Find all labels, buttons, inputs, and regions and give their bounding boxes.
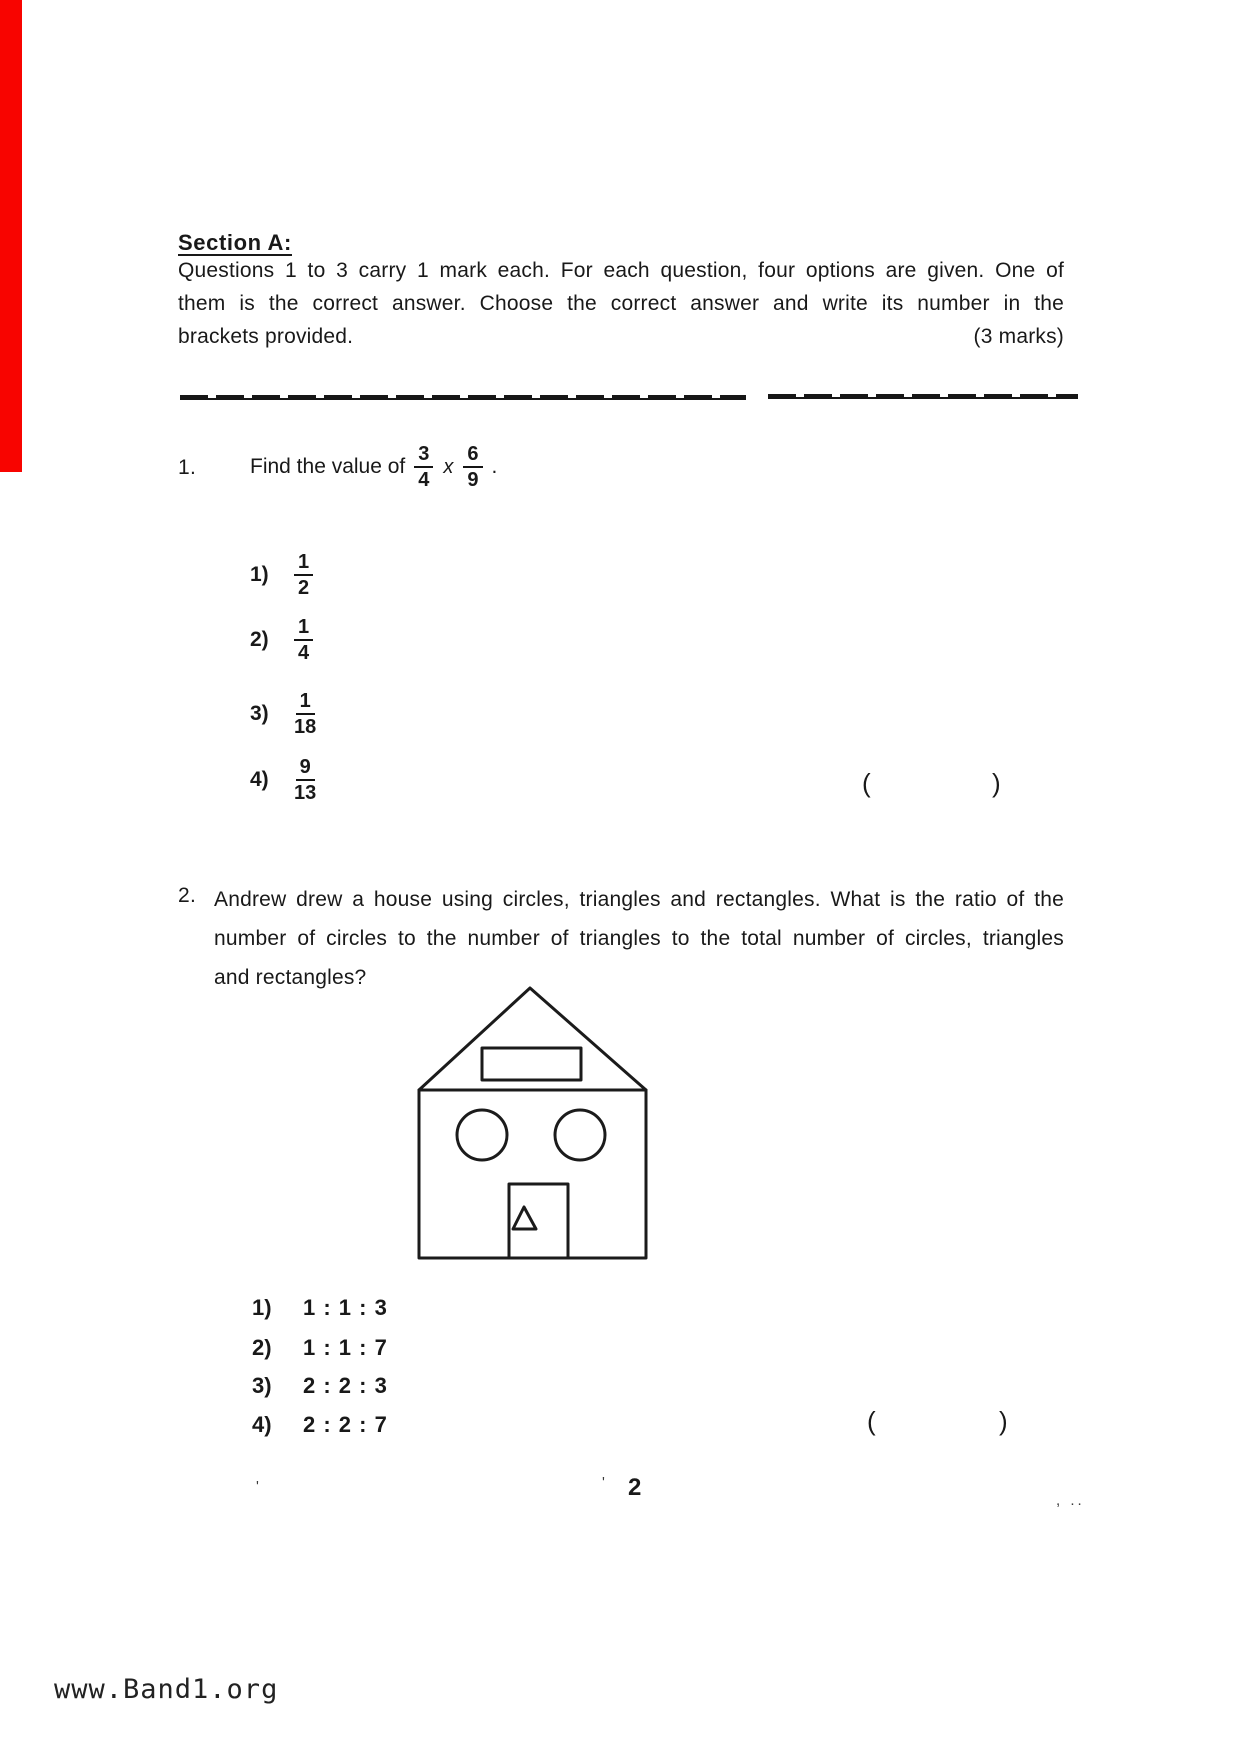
intro-line-3 (178, 320, 1064, 353)
option-value: 2 : 2 : 3 (303, 1373, 388, 1398)
footer-watermark: www.Band1.org (54, 1674, 279, 1705)
option-label: 1) (250, 563, 269, 586)
house-figure (393, 968, 653, 1263)
option-fraction (294, 690, 316, 738)
fraction-denominator: 4 (298, 642, 310, 664)
intro-line-1: Questions 1 to 3 carry 1 mark each. For each question, four options are given. One of (178, 259, 1064, 282)
option-fraction (294, 756, 316, 804)
fraction-three-quarters (414, 443, 433, 491)
fraction-denominator: 4 (418, 469, 430, 491)
intro-paragraph (178, 254, 1064, 353)
fraction-numerator: 9 (296, 756, 315, 781)
section-divider-right (768, 394, 1078, 400)
scan-artifact: ' (602, 1474, 605, 1491)
option-label: 2) (250, 628, 269, 651)
option-value: 1 : 1 : 7 (303, 1335, 388, 1360)
option-label: 4) (252, 1412, 272, 1437)
fraction-numerator: 1 (294, 551, 313, 576)
question-1-option-2 (250, 613, 313, 667)
door-knob-triangle (513, 1207, 536, 1229)
fraction-denominator: 9 (467, 469, 479, 491)
option-value: 1 : 1 : 3 (303, 1295, 388, 1320)
option-label: 2) (252, 1335, 272, 1360)
option-label: 4) (250, 768, 269, 791)
question-2-option-4 (252, 1411, 388, 1439)
option-label: 3) (252, 1373, 272, 1398)
expression-period: . (491, 455, 498, 478)
question-2-answer-bracket-open: ( (867, 1406, 876, 1436)
question-1-prefix: Find the value of (250, 455, 406, 478)
scanner-red-strip (0, 0, 22, 472)
question-2-option-2 (252, 1334, 388, 1362)
question-2-option-3 (252, 1372, 388, 1400)
window-circle-right (555, 1110, 605, 1160)
fraction-numerator: 6 (463, 443, 482, 468)
question-1-text (250, 437, 497, 497)
roof-triangle (419, 988, 646, 1090)
page-number: 2 (628, 1474, 642, 1501)
marks-label: (3 marks) (973, 325, 1064, 348)
question-1-number: 1. (178, 456, 197, 479)
question-1-answer-bracket-open: ( (862, 768, 871, 798)
fraction-numerator: 1 (294, 616, 313, 641)
house-body-rectangle (419, 1090, 646, 1258)
question-2-line-1: Andrew drew a house using circles, triangles and rectangles. What is the ratio of the (214, 888, 1064, 911)
question-2-number: 2. (178, 884, 197, 907)
fraction-denominator: 13 (294, 782, 317, 804)
question-2-answer-bracket-close: ) (999, 1406, 1008, 1436)
option-value: 2 : 2 : 7 (303, 1412, 388, 1437)
section-title: Section A: (178, 230, 292, 255)
question-1-option-1 (250, 548, 313, 602)
fraction-six-ninths (463, 443, 482, 491)
intro-line-3-text: brackets provided. (178, 325, 354, 348)
question-1-answer-bracket-close: ) (992, 768, 1001, 798)
question-1-option-3 (250, 687, 316, 741)
option-label: 1) (252, 1295, 272, 1320)
option-fraction (294, 616, 313, 664)
section-divider-left (180, 395, 746, 401)
question-2-line-3: and rectangles? (214, 966, 367, 989)
fraction-numerator: 3 (414, 443, 433, 468)
window-circle-left (457, 1110, 507, 1160)
question-2-option-1 (252, 1294, 388, 1322)
fraction-denominator: 2 (298, 577, 310, 599)
question-2-line-2: number of circles to the number of triangles to the total number of circles, triangles (214, 927, 1064, 950)
multiply-operator: x (443, 455, 454, 478)
intro-line-2: them is the correct answer. Choose the correct answer and write its number in the (178, 292, 1064, 315)
option-fraction (294, 551, 313, 599)
question-1-option-4 (250, 753, 316, 807)
attic-rectangle (482, 1048, 581, 1080)
fraction-denominator: 18 (294, 716, 317, 738)
fraction-numerator: 1 (296, 690, 315, 715)
option-label: 3) (250, 702, 269, 725)
scan-artifact: ' (256, 1478, 259, 1495)
scan-artifact: , .. (1056, 1492, 1085, 1509)
